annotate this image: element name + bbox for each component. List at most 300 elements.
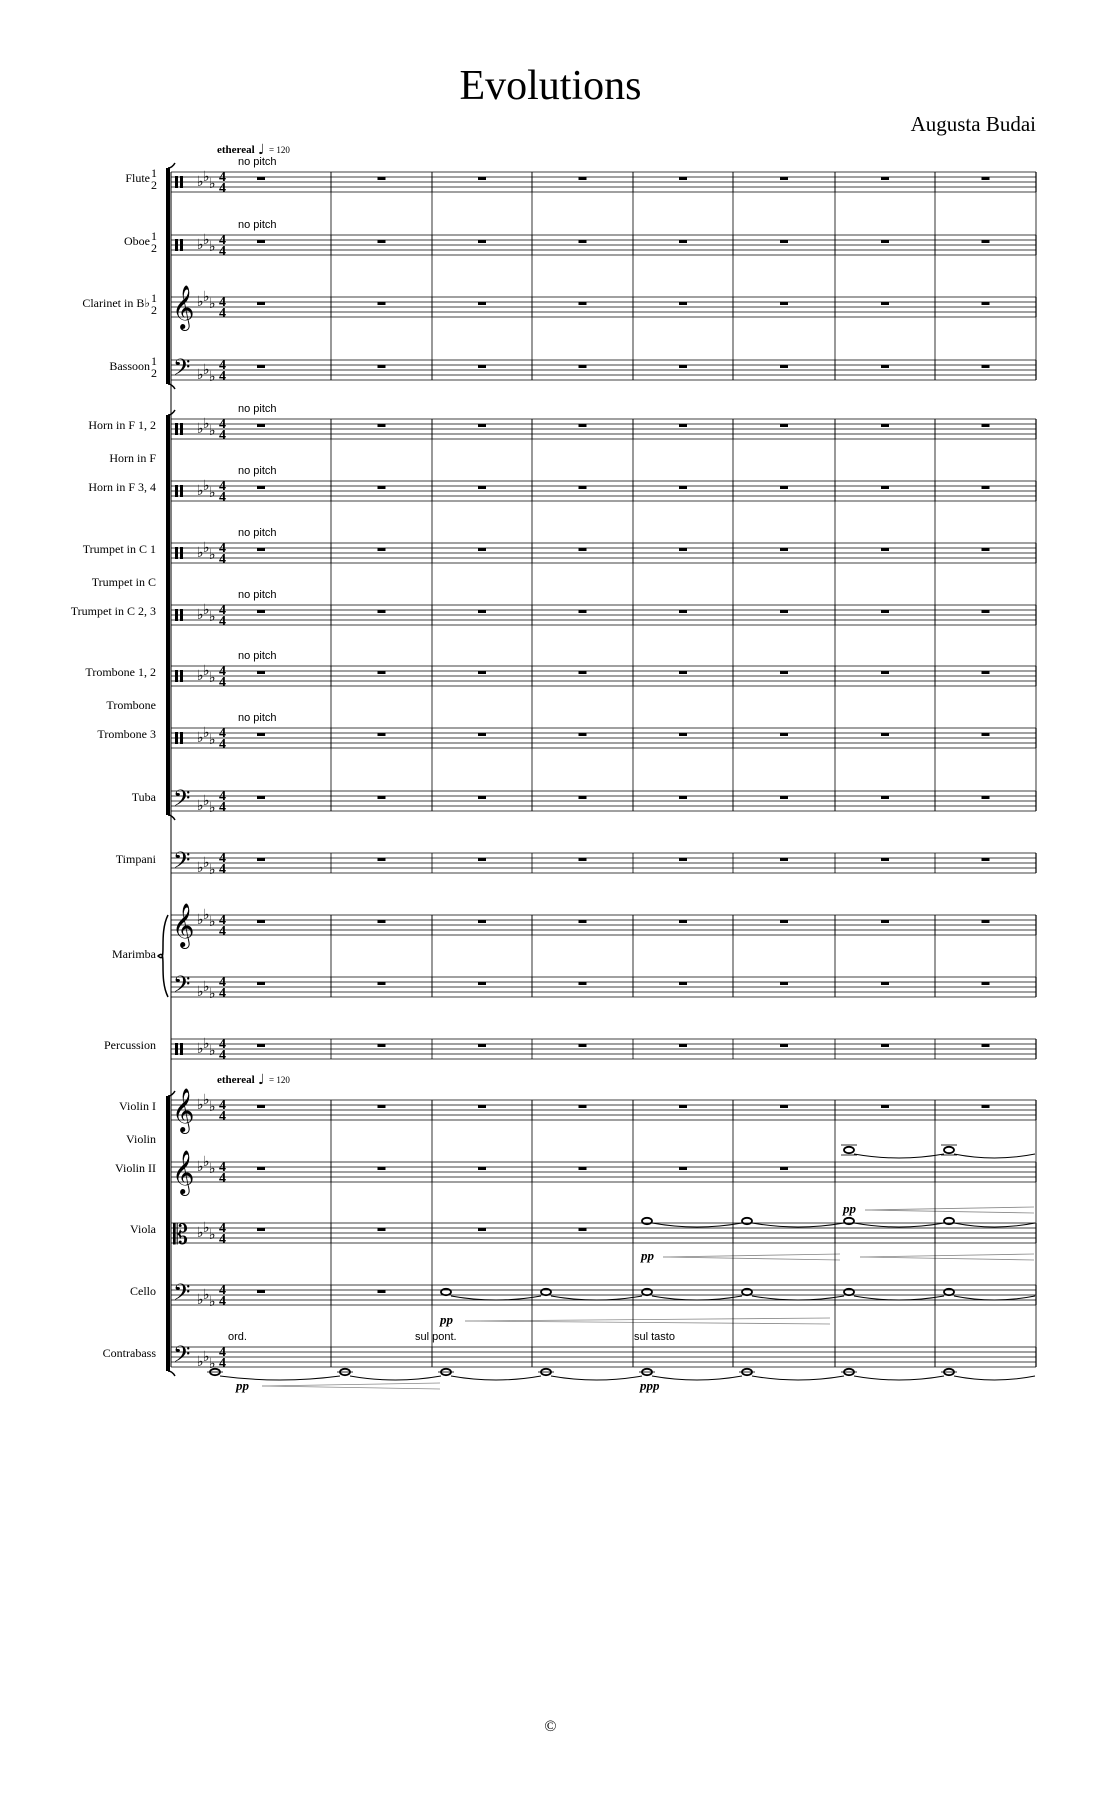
percussion-clef-icon: [175, 485, 178, 497]
whole-rest: [378, 302, 386, 305]
whole-rest: [982, 548, 990, 551]
staff-marimba_b: [171, 972, 1036, 1003]
time-signature-bottom: 4: [219, 490, 226, 505]
whole-rest: [780, 365, 788, 368]
bass-clef-icon: 𝄢: [173, 786, 191, 817]
tempo-strings-word: ethereal: [217, 1074, 255, 1086]
percussion-clef-icon: [175, 423, 178, 435]
percussion-clef-icon: [175, 609, 178, 621]
instrument-label-oboe: Oboe: [124, 234, 150, 248]
percussion-clef-icon: [175, 176, 178, 188]
whole-rest: [881, 671, 889, 674]
time-signature-bottom: 4: [219, 369, 226, 384]
whole-rest: [679, 733, 687, 736]
whole-rest: [780, 920, 788, 923]
tie: [451, 1376, 541, 1380]
bass-clef-icon: 𝄢: [173, 1280, 191, 1311]
flat-icon: ♭: [197, 1292, 204, 1308]
whole-rest: [982, 796, 990, 799]
flat-icon: ♭: [203, 855, 210, 871]
direction-sul-tasto: sul tasto: [634, 1331, 675, 1343]
staff-horn12: [171, 416, 1036, 443]
whole-rest: [982, 1044, 990, 1047]
instrument-label-marimba: Marimba: [112, 947, 156, 961]
divisi-number: 2: [151, 178, 157, 192]
whole-rest: [780, 982, 788, 985]
whole-rest: [679, 1167, 687, 1170]
time-signature-bottom: 4: [219, 737, 226, 752]
flat-icon: ♭: [197, 237, 204, 253]
time-signature-top: 4: [219, 603, 226, 618]
staff-percussion: [171, 1036, 1036, 1063]
tie: [752, 1296, 844, 1300]
whole-rest: [780, 796, 788, 799]
flat-icon: ♭: [209, 547, 216, 563]
whole-rest: [579, 1228, 587, 1231]
whole-rest: [378, 610, 386, 613]
whole-rest: [478, 365, 486, 368]
whole-rest: [478, 240, 486, 243]
tie: [551, 1376, 642, 1380]
instrument-label-bassoon: Bassoon: [109, 359, 150, 373]
instrument-label-clarinet: Clarinet in B♭: [82, 296, 150, 310]
whole-rest: [780, 1167, 788, 1170]
instrument-label-horn-group: Horn in F: [109, 451, 156, 465]
whole-rest: [881, 920, 889, 923]
whole-rest: [780, 548, 788, 551]
whole-rest: [257, 733, 265, 736]
whole-rest: [257, 365, 265, 368]
whole-rest: [881, 982, 889, 985]
flat-icon: ♭: [203, 1092, 210, 1108]
flat-icon: ♭: [203, 1036, 210, 1052]
whole-rest: [679, 177, 687, 180]
tie: [954, 1154, 1035, 1158]
time-signature-bottom: 4: [219, 306, 226, 321]
flat-icon: ♭: [209, 1043, 216, 1059]
whole-rest: [378, 1167, 386, 1170]
whole-rest: [982, 302, 990, 305]
divisi-number: 2: [151, 366, 157, 380]
flat-icon: ♭: [197, 421, 204, 437]
staff-contrabass: [171, 1342, 1036, 1373]
whole-rest: [579, 302, 587, 305]
whole-rest: [378, 858, 386, 861]
tie: [350, 1376, 441, 1380]
time-signature-bottom: 4: [219, 244, 226, 259]
time-signature-bottom: 4: [219, 862, 226, 877]
whole-rest: [257, 1228, 265, 1231]
flat-icon: ♭: [209, 862, 216, 878]
direction-no-pitch-horn12: no pitch: [238, 403, 277, 415]
flat-icon: ♭: [197, 607, 204, 623]
flat-icon: ♭: [203, 1349, 210, 1365]
whole-rest: [378, 1105, 386, 1108]
time-signature-bottom: 4: [219, 800, 226, 815]
whole-rest: [478, 1105, 486, 1108]
whole-rest: [378, 240, 386, 243]
flat-icon: ♭: [209, 800, 216, 816]
direction-no-pitch-trumpet23: no pitch: [238, 589, 277, 601]
percussion-clef-icon: [175, 670, 178, 682]
staff-horn34: [171, 478, 1036, 505]
flat-icon: ♭: [197, 912, 204, 928]
whole-rest: [478, 796, 486, 799]
flat-icon: ♭: [209, 1161, 216, 1177]
staff-bassoon: [171, 355, 1036, 386]
whole-rest: [257, 610, 265, 613]
whole-rest: [257, 1290, 265, 1293]
flat-icon: ♭: [197, 174, 204, 190]
whole-rest: [579, 858, 587, 861]
bass-clef-icon: 𝄢: [173, 972, 191, 1003]
time-signature-bottom: 4: [219, 614, 226, 629]
flat-icon: ♭: [197, 1225, 204, 1241]
quarter-note-icon: ♩: [258, 142, 265, 158]
whole-rest: [679, 302, 687, 305]
whole-rest: [378, 733, 386, 736]
whole-rest: [881, 177, 889, 180]
divisi-number: 2: [151, 303, 157, 317]
whole-rest: [257, 858, 265, 861]
flat-icon: ♭: [197, 730, 204, 746]
divisi-number: 1: [151, 229, 157, 243]
dynamic-contrabass_m5: ppp: [640, 1378, 660, 1393]
time-signature-top: 4: [219, 1160, 226, 1175]
whole-rest: [257, 796, 265, 799]
whole-rest: [881, 796, 889, 799]
flat-icon: ♭: [203, 169, 210, 185]
divisi-number: 1: [151, 166, 157, 180]
flat-icon: ♭: [197, 668, 204, 684]
whole-rest: [881, 240, 889, 243]
whole-rest: [982, 177, 990, 180]
whole-rest: [579, 1105, 587, 1108]
whole-rest: [579, 1044, 587, 1047]
hairpin: [663, 1254, 840, 1257]
time-signature-bottom: 4: [219, 924, 226, 939]
whole-rest: [257, 671, 265, 674]
whole-rest: [257, 486, 265, 489]
staff-trombone12: [171, 663, 1036, 690]
instrument-label-viola: Viola: [130, 1222, 156, 1236]
whole-rest: [780, 1044, 788, 1047]
whole-rest: [881, 424, 889, 427]
whole-rest: [679, 858, 687, 861]
whole-rest: [780, 177, 788, 180]
tie: [854, 1223, 944, 1227]
whole-rest: [679, 424, 687, 427]
whole-rest: [780, 858, 788, 861]
whole-rest: [257, 982, 265, 985]
flat-icon: ♭: [197, 1354, 204, 1370]
whole-rest: [982, 486, 990, 489]
instrument-label-flute: Flute: [125, 171, 150, 185]
instrument-label-trumpet-group: Trumpet in C: [91, 575, 156, 589]
direction-no-pitch-trombone3: no pitch: [238, 712, 277, 724]
flat-icon: ♭: [197, 545, 204, 561]
staff-marimba_t: [171, 903, 1036, 949]
alto-clef-icon: 𝄡: [173, 1220, 189, 1251]
staff-flute: [171, 169, 1036, 196]
time-signature-top: 4: [219, 295, 226, 310]
time-signature-top: 4: [219, 358, 226, 373]
whole-rest: [378, 1290, 386, 1293]
whole-rest: [982, 610, 990, 613]
time-signature-top: 4: [219, 726, 226, 741]
flat-icon: ♭: [209, 296, 216, 312]
whole-rest: [780, 1105, 788, 1108]
flat-icon: ♭: [209, 609, 216, 625]
whole-rest: [881, 858, 889, 861]
staff-violin2: [171, 1150, 1036, 1196]
instrument-label-cello: Cello: [130, 1284, 156, 1298]
whole-rest: [478, 177, 486, 180]
flat-icon: ♭: [209, 986, 216, 1002]
tie: [854, 1296, 944, 1300]
whole-rest: [378, 424, 386, 427]
whole-rest: [579, 424, 587, 427]
dynamic-violin2_m7: pp: [843, 1201, 856, 1216]
tie: [752, 1223, 844, 1227]
whole-rest: [378, 671, 386, 674]
whole-rest: [982, 671, 990, 674]
staff-viola: [171, 1220, 1036, 1251]
time-signature-bottom: 4: [219, 1294, 226, 1309]
tie: [854, 1376, 944, 1380]
tie: [954, 1223, 1035, 1227]
whole-rest: [257, 548, 265, 551]
whole-rest: [780, 486, 788, 489]
whole-rest: [378, 548, 386, 551]
flat-icon: ♭: [209, 485, 216, 501]
instrument-label-contrabass: Contrabass: [102, 1346, 156, 1360]
whole-rest: [378, 365, 386, 368]
flat-icon: ♭: [203, 289, 210, 305]
instrument-label-trombone3: Trombone 3: [97, 727, 156, 741]
time-signature-top: 4: [219, 664, 226, 679]
instrument-label-trombone12: Trombone 1, 2: [85, 665, 156, 679]
whole-rest: [679, 365, 687, 368]
copyright-notice: ©: [544, 1718, 557, 1735]
whole-rest: [257, 1044, 265, 1047]
whole-rest: [881, 486, 889, 489]
flat-icon: ♭: [197, 367, 204, 383]
whole-rest: [378, 486, 386, 489]
whole-rest: [679, 1105, 687, 1108]
whole-rest: [982, 1105, 990, 1108]
whole-rest: [579, 365, 587, 368]
flat-icon: ♭: [197, 798, 204, 814]
time-signature-bottom: 4: [219, 552, 226, 567]
whole-rest: [478, 1167, 486, 1170]
quarter-note-icon: ♩: [258, 1072, 265, 1088]
staff-timpani: [171, 848, 1036, 879]
flat-icon: ♭: [203, 663, 210, 679]
bass-clef-icon: 𝄢: [173, 848, 191, 879]
whole-rest: [257, 177, 265, 180]
treble-clef-icon: 𝄞: [172, 1150, 195, 1194]
whole-rest: [257, 424, 265, 427]
whole-note: [944, 1147, 954, 1153]
whole-rest: [982, 240, 990, 243]
tie: [551, 1296, 642, 1300]
whole-rest: [579, 982, 587, 985]
percussion-clef-icon: [175, 1043, 178, 1055]
time-signature-top: 4: [219, 1345, 226, 1360]
tie: [652, 1223, 742, 1227]
marimba-brace: [158, 915, 168, 997]
tie: [652, 1376, 742, 1380]
whole-rest: [478, 424, 486, 427]
whole-rest: [478, 733, 486, 736]
score-title: Evolutions: [459, 63, 642, 109]
whole-rest: [780, 671, 788, 674]
instrument-label-violin1: Violin I: [119, 1099, 156, 1113]
time-signature-top: 4: [219, 417, 226, 432]
whole-rest: [579, 733, 587, 736]
divisi-number: 1: [151, 354, 157, 368]
flat-icon: ♭: [203, 1154, 210, 1170]
flat-icon: ♭: [209, 914, 216, 930]
time-signature-top: 4: [219, 170, 226, 185]
time-signature-top: 4: [219, 913, 226, 928]
time-signature-top: 4: [219, 851, 226, 866]
time-signature-top: 4: [219, 1037, 226, 1052]
whole-rest: [679, 486, 687, 489]
whole-rest: [780, 610, 788, 613]
bass-clef-icon: 𝄢: [173, 355, 191, 386]
staff-trumpet1: [171, 540, 1036, 567]
time-signature-bottom: 4: [219, 428, 226, 443]
whole-rest: [478, 982, 486, 985]
whole-rest: [579, 920, 587, 923]
flat-icon: ♭: [197, 984, 204, 1000]
flat-icon: ♭: [203, 362, 210, 378]
time-signature-bottom: 4: [219, 181, 226, 196]
flat-icon: ♭: [209, 1356, 216, 1372]
whole-rest: [579, 177, 587, 180]
whole-rest: [881, 610, 889, 613]
flat-icon: ♭: [209, 176, 216, 192]
divisi-number: 1: [151, 291, 157, 305]
whole-rest: [982, 858, 990, 861]
instrument-label-percussion: Percussion: [104, 1038, 156, 1052]
flat-icon: ♭: [209, 1294, 216, 1310]
flat-icon: ♭: [209, 369, 216, 385]
whole-rest: [378, 177, 386, 180]
divisi-number: 2: [151, 241, 157, 255]
whole-rest: [257, 302, 265, 305]
staff-cello: [171, 1280, 1036, 1311]
whole-rest: [478, 671, 486, 674]
time-signature-bottom: 4: [219, 1109, 226, 1124]
time-signature-top: 4: [219, 1221, 226, 1236]
whole-rest: [378, 796, 386, 799]
flat-icon: ♭: [203, 793, 210, 809]
flat-icon: ♭: [209, 1227, 216, 1243]
treble-clef-icon: 𝄞: [172, 285, 195, 329]
hairpin: [465, 1318, 830, 1321]
instrument-label-horn34: Horn in F 3, 4: [88, 480, 156, 494]
whole-rest: [679, 671, 687, 674]
whole-rest: [579, 240, 587, 243]
whole-rest: [780, 240, 788, 243]
time-signature-bottom: 4: [219, 986, 226, 1001]
whole-rest: [982, 365, 990, 368]
whole-rest: [579, 1167, 587, 1170]
whole-rest: [881, 733, 889, 736]
time-signature-top: 4: [219, 975, 226, 990]
flat-icon: ♭: [203, 416, 210, 432]
time-signature-bottom: 4: [219, 1048, 226, 1063]
whole-rest: [257, 240, 265, 243]
whole-rest: [881, 1105, 889, 1108]
whole-rest: [579, 610, 587, 613]
whole-rest: [679, 610, 687, 613]
flat-icon: ♭: [203, 1220, 210, 1236]
instrument-label-trombone-group: Trombone: [106, 698, 156, 712]
percussion-clef-icon: [175, 239, 178, 251]
direction-no-pitch-flute: no pitch: [238, 156, 277, 168]
time-signature-bottom: 4: [219, 1232, 226, 1247]
whole-rest: [881, 1044, 889, 1047]
whole-rest: [478, 1044, 486, 1047]
direction-no-pitch-trumpet1: no pitch: [238, 527, 277, 539]
flat-icon: ♭: [209, 239, 216, 255]
time-signature-bottom: 4: [219, 1356, 226, 1371]
whole-rest: [478, 302, 486, 305]
instrument-label-violin2: Violin II: [115, 1161, 156, 1175]
flat-icon: ♭: [203, 725, 210, 741]
whole-rest: [478, 486, 486, 489]
staff-trombone3: [171, 725, 1036, 752]
whole-rest: [579, 796, 587, 799]
whole-rest: [679, 548, 687, 551]
dynamic-cello_m3: pp: [440, 1312, 453, 1327]
whole-rest: [579, 671, 587, 674]
flat-icon: ♭: [209, 670, 216, 686]
whole-rest: [579, 548, 587, 551]
flat-icon: ♭: [197, 1097, 204, 1113]
whole-rest: [881, 548, 889, 551]
staff-trumpet23: [171, 602, 1036, 629]
whole-rest: [679, 240, 687, 243]
whole-rest: [679, 920, 687, 923]
time-signature-top: 4: [219, 1283, 226, 1298]
treble-clef-icon: 𝄞: [172, 1088, 195, 1132]
time-signature-top: 4: [219, 1098, 226, 1113]
whole-rest: [881, 302, 889, 305]
whole-rest: [478, 858, 486, 861]
direction-ord: ord.: [228, 1331, 247, 1343]
percussion-clef-icon: [175, 732, 178, 744]
whole-note: [844, 1147, 854, 1153]
instrument-label-timpani: Timpani: [115, 852, 156, 866]
flat-icon: ♭: [197, 294, 204, 310]
tie: [451, 1296, 541, 1300]
flat-icon: ♭: [203, 602, 210, 618]
flat-icon: ♭: [203, 1287, 210, 1303]
hairpin: [860, 1254, 1034, 1257]
whole-rest: [780, 302, 788, 305]
whole-rest: [257, 920, 265, 923]
whole-rest: [257, 1105, 265, 1108]
instrument-label-violin-group: Violin: [126, 1132, 156, 1146]
tempo-top-word: ethereal: [217, 144, 255, 156]
treble-clef-icon: 𝄞: [172, 903, 195, 947]
hairpin: [262, 1383, 440, 1386]
